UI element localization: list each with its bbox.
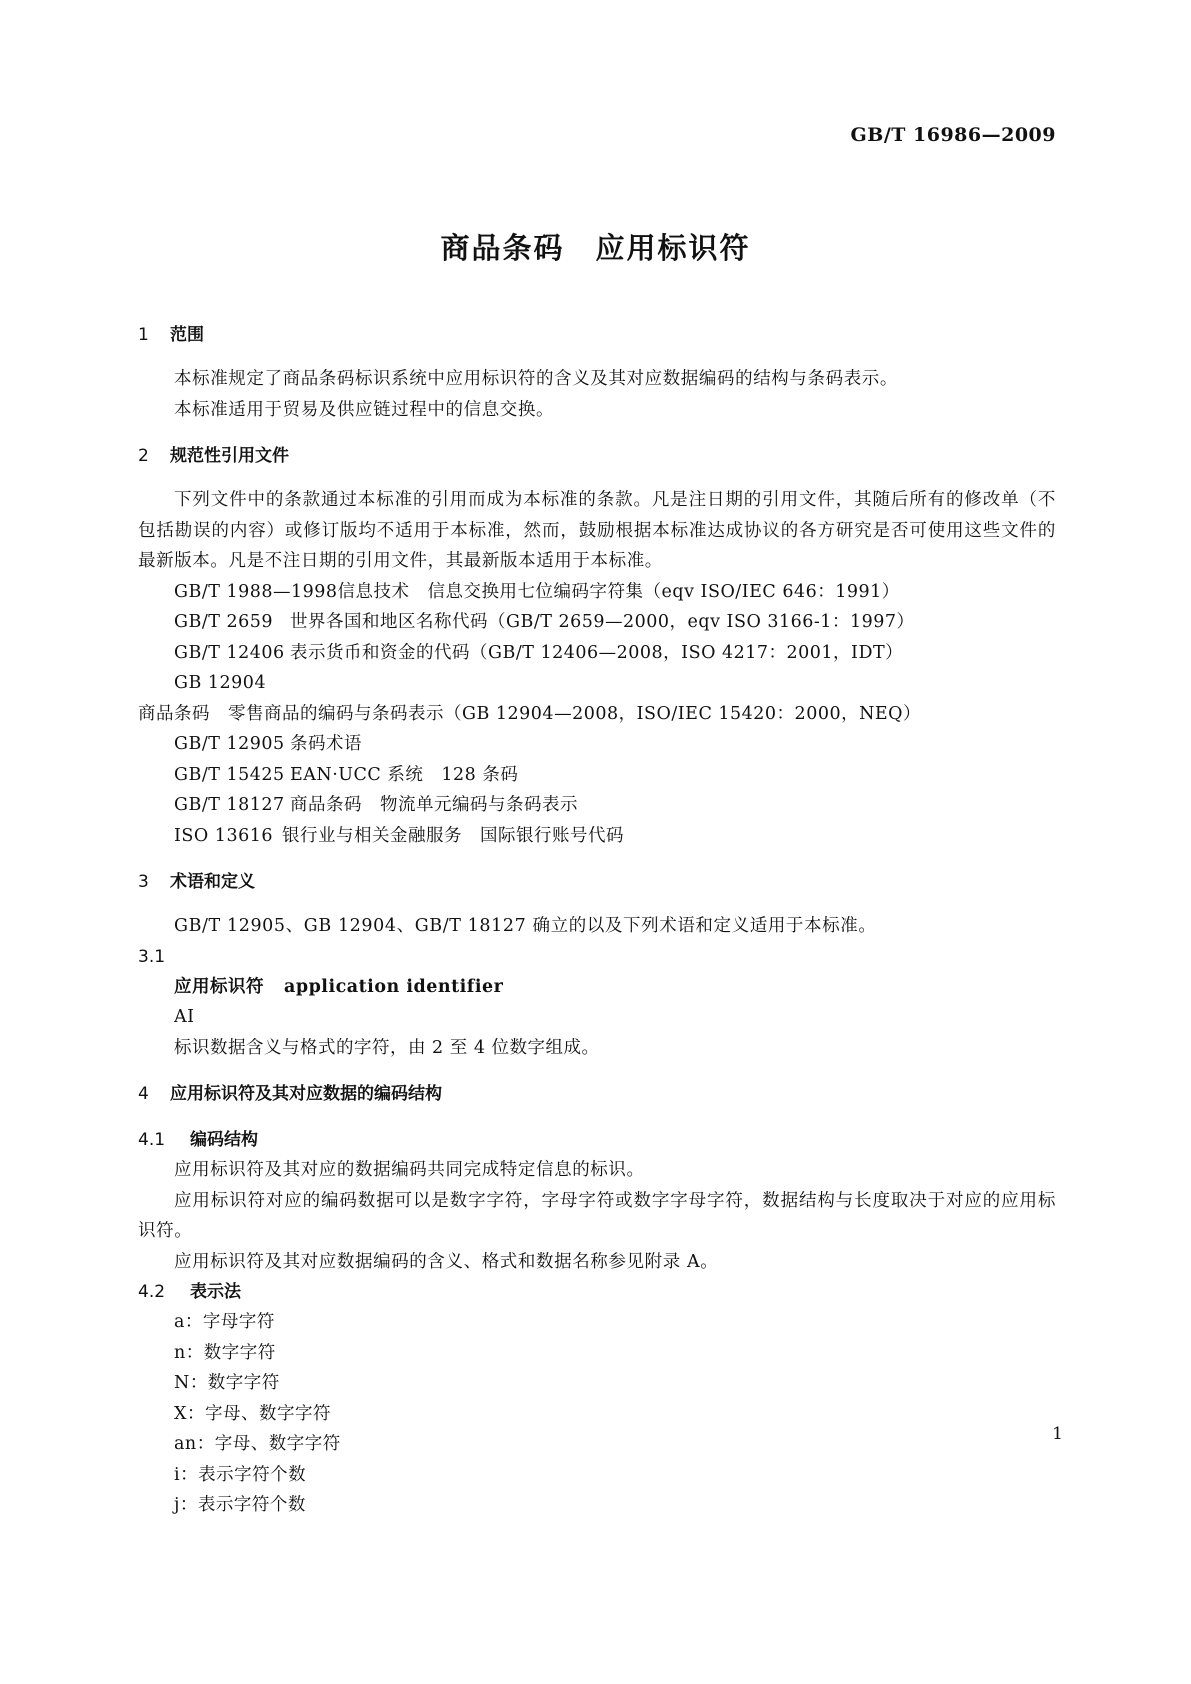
- subsection-4-2-heading: 4.2 表示法: [138, 1282, 241, 1302]
- notation-item: N：数字字符: [174, 1373, 280, 1393]
- subsection-4-1-para-1: 应用标识符及其对应的数据编码共同完成特定信息的标识。: [174, 1160, 645, 1180]
- notation-item: an：字母、数字字符: [174, 1434, 341, 1454]
- notation-item: X：字母、数字字符: [174, 1403, 331, 1424]
- reference-item: ISO 13616 银行业与相关金融服务 国际银行账号代码: [174, 825, 624, 846]
- reference-item: GB/T 18127 商品条码 物流单元编码与条码表示: [174, 795, 578, 815]
- term-entry: 应用标识符 application identifier: [174, 976, 504, 997]
- section-2-intro: 下列文件中的条款通过本标准的引用而成为本标准的条款。凡是注日期的引用文件，其随后所有的修改单（不包括勘误的内容）或修订版均不适用于本标准，然而，鼓励根据本标准达成协议的各方研究是否可使用这些文件的最新版本。凡是不注日期的引用文件，其最新版本适用于本标准。: [138, 490, 1056, 571]
- subsection-4-1-para-3: 应用标识符及其对应数据编码的含义、格式和数据名称参见附录 A。: [174, 1251, 719, 1272]
- section-2-heading: 2 规范性引用文件: [138, 446, 289, 466]
- subsection-3-1-number: 3.1: [138, 946, 166, 967]
- page-title: 商品条码 应用标识符: [440, 231, 751, 265]
- reference-item: GB/T 15425 EAN·UCC 系统 128 条码: [174, 764, 519, 785]
- notation-item: j：表示字符个数: [174, 1495, 306, 1515]
- page-number: 1: [1052, 1424, 1063, 1444]
- section-1-heading: 1 范围: [138, 325, 204, 345]
- reference-item: GB 12904商品条码 零售商品的编码与条码表示（GB 12904—2008，ISO/IEC 15420：2000，NEQ）: [138, 673, 922, 724]
- reference-item: GB/T 1988—1998信息技术 信息交换用七位编码字符集（eqv ISO/IEC 646：1991）: [174, 581, 900, 602]
- notation-item: a：字母字符: [174, 1312, 275, 1332]
- reference-item: GB/T 12406 表示货币和资金的代码（GB/T 12406—2008，ISO 4217：2001，IDT）: [174, 642, 904, 663]
- section-4-heading: 4 应用标识符及其对应数据的编码结构: [138, 1084, 442, 1104]
- reference-item: GB/T 2659 世界各国和地区名称代码（GB/T 2659—2000，eqv ISO 3166-1：1997）: [174, 612, 915, 632]
- reference-item: GB/T 12905 条码术语: [174, 734, 362, 754]
- section-1-para-2: 本标准适用于贸易及供应链过程中的信息交换。: [174, 399, 555, 420]
- standard-number-header: GB/T 16986—2009: [850, 124, 1056, 146]
- notation-item: n：数字字符: [174, 1342, 276, 1363]
- notation-item: i：表示字符个数: [174, 1464, 307, 1485]
- section-3-intro: GB/T 12905、GB 12904、GB/T 18127 确立的以及下列术语和定义适用于本标准。: [174, 916, 877, 936]
- term-definition: 标识数据含义与格式的字符，由 2 至 4 位数字组成。: [174, 1037, 600, 1058]
- section-1-para-1: 本标准规定了商品条码标识系统中应用标识符的含义及其对应数据编码的结构与条码表示。: [174, 369, 898, 389]
- subsection-4-1-para-2: 应用标识符对应的编码数据可以是数字字符，字母字符或数字字母字符，数据结构与长度取决于对应的应用标识符。: [138, 1190, 1056, 1241]
- term-abbreviation: AI: [174, 1007, 195, 1027]
- document-body: [138, 320, 1056, 1521]
- subsection-4-1-heading: 4.1 编码结构: [138, 1130, 258, 1150]
- section-3-heading: 3 术语和定义: [138, 872, 255, 892]
